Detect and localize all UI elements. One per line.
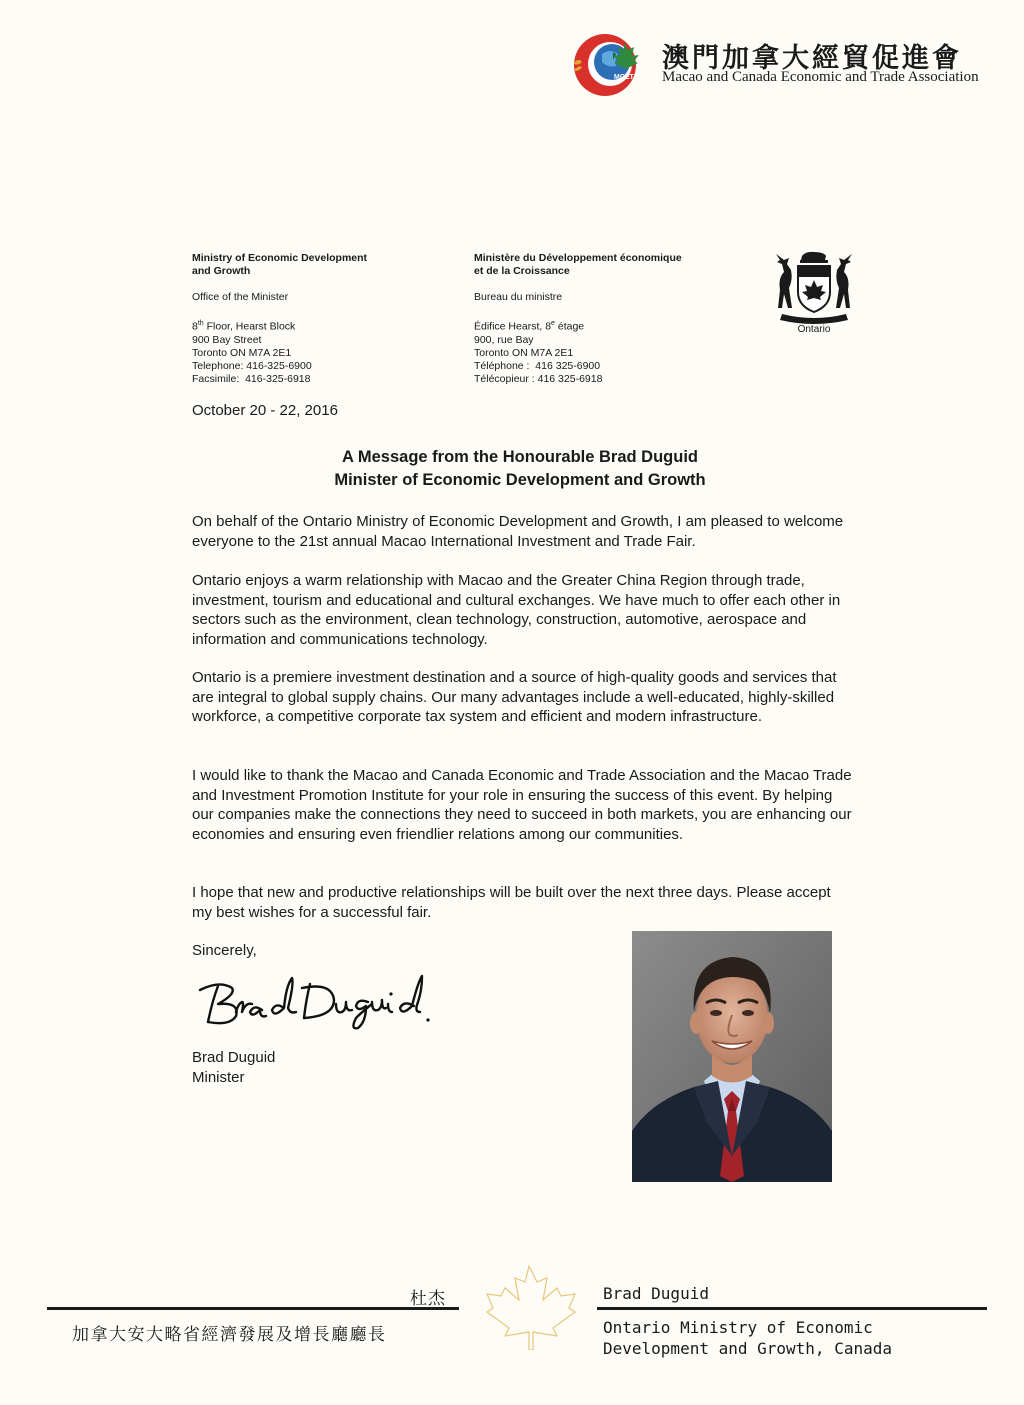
- city-fr: Toronto ON M7A 2E1: [474, 346, 574, 359]
- ministry-name-en-line2: and Growth: [192, 265, 251, 277]
- paragraph: I would like to thank the Macao and Canada Economic and Trade Association and the Macao Trade and Investment Promotion Institute for your role in ensuring the success of this event. By helping our companies make the connections they need to succeed in both markets, you are enhancing our economies and ensuring even friendlier relations among our communities.: [192, 767, 852, 843]
- phone-fr: [474, 360, 602, 373]
- street-fr: 900, rue Bay: [474, 333, 534, 346]
- paragraph: I hope that new and productive relationships will be built over the next three days. Please accept my best wishes for a successful fair.: [192, 884, 831, 921]
- floor-fr-pre: Édifice Hearst, 8: [474, 320, 552, 333]
- paragraph: Ontario is a premiere investment destination and a source of high-quality goods and services that are integral to global supply chains. Our many advantages include a well-educated, highly-skilled workforce, a competitive corporate tax system and efficient and modern infrastructure.: [192, 669, 837, 725]
- phone-fr-label: Téléphone :: [474, 359, 536, 372]
- phone-fr-value: 416 325-6900: [535, 359, 601, 372]
- fax-fr-value: 416 325-6918: [537, 372, 603, 385]
- signature-text: Brad Duguid: [196, 970, 202, 971]
- fax-fr: [474, 373, 602, 386]
- ministry-name-fr-line2: et de la Croissance: [474, 265, 570, 277]
- ministry-name-en-line1: Ministry of Economic Development: [192, 252, 368, 264]
- letter-date: October 20 - 22, 2016: [192, 402, 338, 419]
- phone-en-label: Telephone:: [192, 359, 247, 372]
- mceta-logo-text: MCETA: [614, 74, 639, 81]
- phone-en-value: 416-325-6900: [246, 359, 312, 372]
- office-fr: Bureau du ministre: [474, 291, 563, 303]
- signature: [196, 970, 436, 1040]
- mceta-logo: [572, 32, 662, 98]
- office-en: Office of the Minister: [192, 291, 289, 303]
- letter-title-line1: A Message from the Honourable Brad Duguid: [341, 448, 698, 466]
- floor-en-rest: Floor, Hearst Block: [203, 320, 296, 333]
- fax-en-label: Facsimile:: [192, 372, 246, 385]
- footer-title-en: [603, 1317, 892, 1359]
- footer-name-cn: 杜杰: [410, 1289, 446, 1309]
- maple-leaf-icon: [470, 1262, 588, 1350]
- closing: Sincerely,: [192, 942, 257, 959]
- paragraph: On behalf of the Ontario Ministry of Economic Development and Growth, I am pleased to welcome everyone to the 21st annual Macao International Investment and Trade Fair.: [192, 513, 844, 550]
- floor-fr-sup: e: [551, 320, 555, 327]
- footer-name-en: Brad Duguid: [603, 1284, 709, 1303]
- floor-fr: [474, 317, 602, 334]
- footer-title-cn: 加拿大安大略省經濟發展及增長廳廳長: [72, 1325, 387, 1345]
- ontario-label: Ontario: [797, 324, 831, 335]
- floor-fr-rest: étage: [554, 320, 585, 333]
- footer-title-en-line1: Ontario Ministry of Economic: [603, 1318, 873, 1337]
- address-fr: [474, 317, 602, 386]
- signer-title: Minister: [192, 1069, 245, 1086]
- fax-en-value: 416-325-6918: [245, 372, 311, 385]
- minister-portrait: [632, 931, 832, 1182]
- address-en: [192, 317, 312, 386]
- org-name-en: Macao and Canada Economic and Trade Association: [662, 69, 979, 85]
- ministry-name-en: [192, 252, 367, 278]
- ministry-name-fr-line1: Ministère du Développement économique: [474, 252, 682, 264]
- floor-en-num: 8: [192, 320, 198, 333]
- letter-title-line2: Minister of Economic Development and Growth: [334, 471, 706, 489]
- signer-block: [192, 1048, 275, 1088]
- ministry-name-fr: [474, 252, 682, 278]
- signer-name: Brad Duguid: [192, 1049, 276, 1066]
- city-en: Toronto ON M7A 2E1: [192, 346, 292, 359]
- footer-title-en-line2: Development and Growth, Canada: [603, 1339, 892, 1358]
- phone-en: [192, 360, 312, 373]
- paragraph: Ontario enjoys a warm relationship with Macao and the Greater China Region through trade, investment, tourism and educational and cultural exchanges. We have much to offer each other in sectors such as the environment, clean technology, construction, automotive, aerospace and information and communications technology.: [192, 572, 841, 648]
- fax-fr-label: Télécopieur :: [474, 372, 538, 385]
- org-name-cn: 澳門加拿大經貿促進會: [662, 43, 962, 74]
- footer-rule-left: [47, 1307, 459, 1310]
- ontario-crest-icon: [768, 250, 860, 324]
- floor-en-sup: th: [197, 320, 204, 327]
- floor-en: [192, 317, 312, 334]
- letter-title: [192, 446, 848, 492]
- footer-rule-right: [597, 1307, 987, 1310]
- street-en: 900 Bay Street: [192, 333, 262, 346]
- fax-en: [192, 373, 312, 386]
